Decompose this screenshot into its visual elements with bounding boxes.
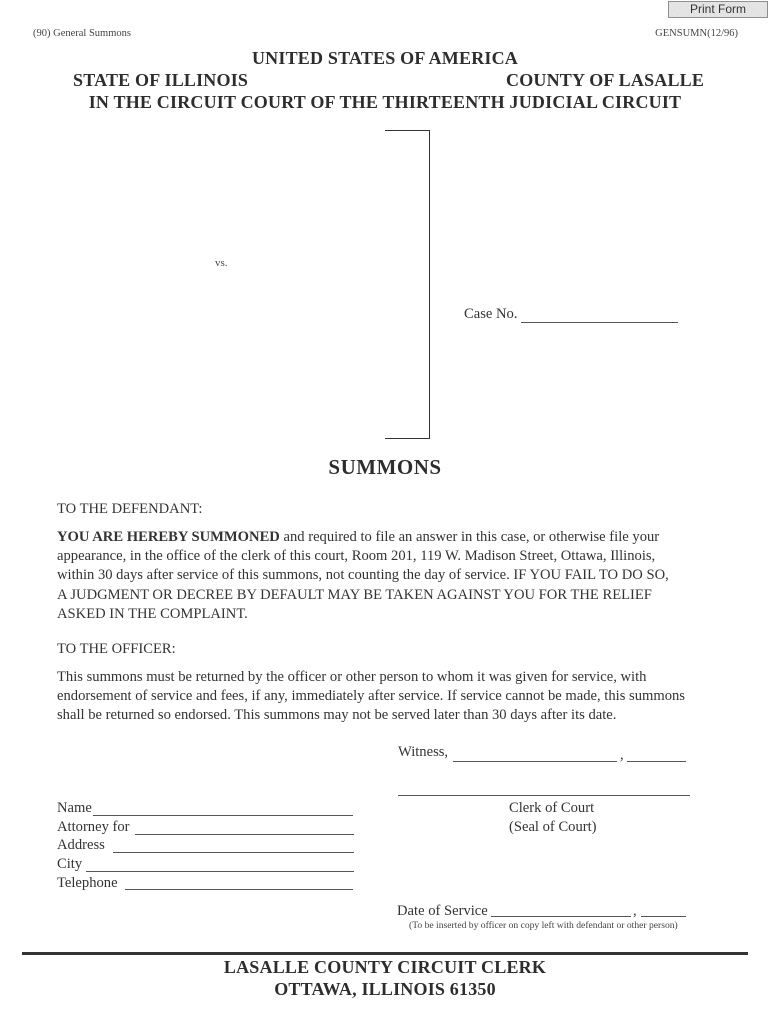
officer-line-3: shall be returned so endorsed. This summons may not be served later than 30 days after its date. bbox=[57, 707, 617, 724]
name-field[interactable] bbox=[93, 815, 353, 816]
defendant-paragraph bbox=[57, 528, 717, 624]
witness-label: Witness, bbox=[398, 744, 449, 760]
defendant-line-5: ASKED IN THE COMPLAINT. bbox=[57, 605, 248, 622]
clerk-signature-field[interactable] bbox=[398, 795, 690, 796]
name-label: Name bbox=[57, 800, 92, 816]
defendant-line-3: within 30 days after service of this summons, not counting the day of service. IF YOU FAIL TO DO SO, bbox=[57, 567, 669, 584]
witness-name-field[interactable] bbox=[453, 761, 617, 762]
service-note: (To be inserted by officer on copy left with defendant or other person) bbox=[409, 920, 678, 931]
witness-comma: , bbox=[620, 747, 624, 763]
service-year-field[interactable] bbox=[641, 916, 686, 917]
defendant-line-2: appearance, in the office of the clerk of this court, Room 201, 119 W. Madison Street, Ottawa, Illinois, bbox=[57, 548, 656, 565]
officer-line-1: This summons must be returned by the officer or other person to whom it was given for service, with bbox=[57, 669, 647, 685]
date-of-service-label: Date of Service bbox=[397, 903, 488, 919]
clerk-label: Clerk of Court bbox=[509, 800, 595, 816]
print-form-button[interactable]: Print Form bbox=[668, 1, 768, 18]
defendant-line-1-rest: and required to file an answer in this case, or otherwise file your bbox=[279, 529, 660, 545]
document-title: SUMMONS bbox=[328, 455, 442, 479]
officer-paragraph bbox=[57, 668, 717, 726]
seal-label: (Seal of Court) bbox=[509, 819, 597, 835]
caption-bracket-bottom bbox=[385, 438, 430, 439]
versus-label: vs. bbox=[215, 257, 228, 269]
footer-rule bbox=[22, 952, 748, 955]
city-label: City bbox=[57, 856, 83, 872]
defendant-line-1 bbox=[57, 528, 717, 547]
address-field[interactable] bbox=[113, 852, 354, 853]
city-field[interactable] bbox=[86, 871, 354, 872]
case-number-field[interactable] bbox=[521, 322, 678, 323]
summoned-lead: YOU ARE HEREBY SUMMONED bbox=[57, 529, 280, 545]
header-court: IN THE CIRCUIT COURT OF THE THIRTEENTH JUDICIAL CIRCUIT bbox=[88, 92, 682, 112]
footer-address: OTTAWA, ILLINOIS 61350 bbox=[274, 979, 496, 999]
telephone-field[interactable] bbox=[125, 889, 353, 890]
witness-year-field[interactable] bbox=[627, 761, 686, 762]
header-country: UNITED STATES OF AMERICA bbox=[251, 48, 518, 68]
caption-bracket-top bbox=[385, 130, 430, 131]
attorney-for-label: Attorney for bbox=[57, 819, 130, 835]
officer-line-2: endorsement of service and fees, if any, immediately after service. If service cannot be made, this summons bbox=[57, 688, 685, 705]
date-of-service-field[interactable] bbox=[491, 916, 631, 917]
officer-heading: TO THE OFFICER: bbox=[57, 641, 176, 657]
form-code-right: GENSUMN(12/96) bbox=[655, 28, 738, 39]
header-county: COUNTY OF LASALLE bbox=[506, 70, 705, 90]
address-label: Address bbox=[57, 837, 105, 853]
form-code-left: (90) General Summons bbox=[33, 28, 131, 39]
caption-bracket-vertical bbox=[429, 130, 430, 439]
case-number-label: Case No. bbox=[464, 306, 518, 322]
footer-clerk: LASALLE COUNTY CIRCUIT CLERK bbox=[223, 957, 547, 977]
attorney-for-field[interactable] bbox=[135, 834, 354, 835]
telephone-label: Telephone bbox=[57, 875, 118, 891]
defendant-heading: TO THE DEFENDANT: bbox=[57, 501, 203, 517]
defendant-line-4: A JUDGMENT OR DECREE BY DEFAULT MAY BE TAKEN AGAINST YOU FOR THE RELIEF bbox=[57, 586, 652, 603]
header-state: STATE OF ILLINOIS bbox=[73, 70, 249, 90]
date-of-service-comma: , bbox=[633, 903, 637, 919]
